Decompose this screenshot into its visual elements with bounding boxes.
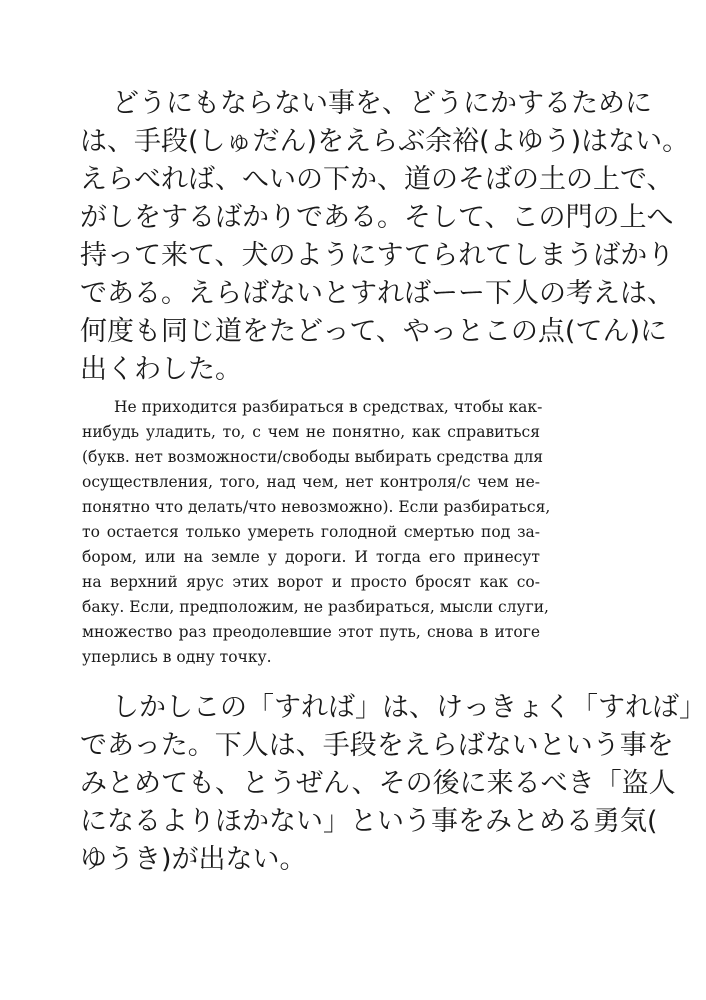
ru1-line-5: понятно что делать/что невозможно). Если разбираться, [82, 498, 551, 516]
jp2-line-1: しかしこの「すれば」は、けっきょく「すれば」 [112, 692, 706, 723]
ru1-line-2: нибудь уладить, то, с чем не понятно, как справиться [82, 423, 540, 441]
ru1-line-4: осуществления, того, над чем, нет контроля/с чем не- [82, 473, 540, 491]
ru1-line-8: на верхний ярус этих ворот и просто бросят как со- [82, 573, 540, 591]
jp2-line-5: ゆうき)が出ない。 [80, 844, 307, 875]
jp2-line-4: になるよりほかない」という事をみとめる勇気( [80, 806, 658, 837]
jp1-line-4: がしをするばかりである。そして、この門の上へ [80, 202, 674, 233]
ru1-line-7: бором, или на земле у дороги. И тогда его принесут [82, 548, 540, 566]
jp1-line-3: えらべれば、へいの下か、道のそばの土の上で、 [80, 164, 674, 195]
ru1-line-1: Не приходится разбираться в средствах, чтобы как- [114, 398, 543, 416]
ru1-line-10: множество раз преодолевшие этот путь, снова в итоге [82, 623, 540, 641]
ru1-line-6: то остается только умереть голодной смертью под за- [82, 523, 540, 541]
jp2-line-3: みとめても、とうぜん、その後に来るべき「盗人 [80, 768, 676, 799]
jp1-line-2: は、手段(しゅだん)をえらぶ余裕(よゆう)はない。 [80, 126, 690, 157]
ru1-line-9: баку. Если, предположим, не разбираться, мысли слуги, [82, 598, 549, 616]
jp1-line-6: である。えらばないとすればーー下人の考えは、 [80, 278, 674, 309]
ru1-line-11: уперлись в одну точку. [82, 648, 272, 666]
jp1-line-5: 持って来て、犬のようにすてられてしまうばかり [80, 240, 675, 271]
jp1-line-7: 何度も同じ道をたどって、やっとこの点(てん)に [80, 316, 667, 347]
ru1-line-3: (букв. нет возможности/свободы выбирать средства для [82, 448, 544, 466]
jp1-line-1: どうにもならない事を、どうにかするために [112, 88, 652, 119]
jp2-line-2: であった。下人は、手段をえらばないという事を [80, 730, 674, 761]
jp1-line-8: 出くわした。 [80, 354, 242, 385]
